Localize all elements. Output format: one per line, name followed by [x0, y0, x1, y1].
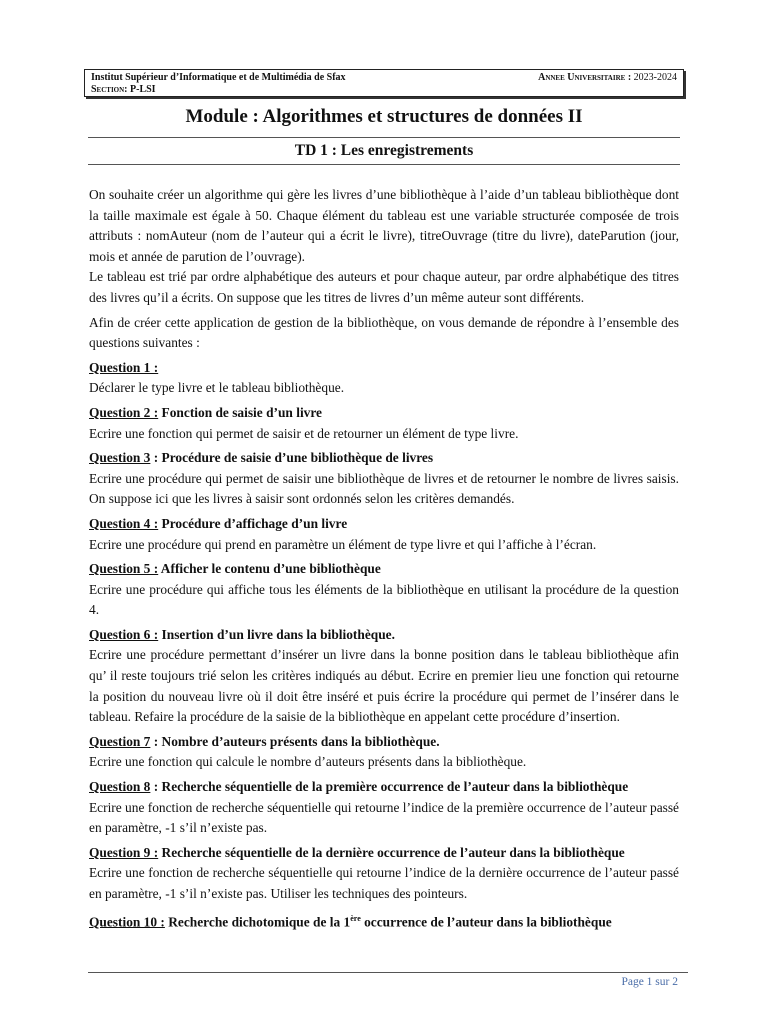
question-title: Fonction de saisie d’un livre — [158, 404, 323, 420]
header-box — [84, 69, 684, 97]
section-line — [91, 84, 346, 96]
question-10-label: Question 10 : — [89, 914, 165, 930]
question-title: Recherche séquentielle de la dernière occurrence de l’auteur dans la bibliothèque — [158, 844, 625, 860]
question-10 — [89, 909, 679, 933]
question-text: Ecrire une procédure qui affiche tous les éléments de la bibliothèque en utilisant la procédure de la question 4. — [89, 581, 679, 618]
question-text: Ecrire une fonction de recherche séquentielle qui retourne l’indice de la dernière occurrence de l’auteur passé en paramètre, -1 s’il n’existe pas. Utiliser les techniques des pointeurs. — [89, 865, 679, 901]
td-title: TD 1 : Les enregistrements — [294, 142, 474, 159]
question-heading — [89, 358, 679, 379]
question-5 — [89, 559, 679, 621]
question-label: Question 5 : — [89, 561, 159, 577]
question-text: Ecrire une fonction de recherche séquentielle qui retourne l’indice de la première occurrence de l’auteur passé en paramètre, -1 s’il n’existe pas. — [89, 799, 679, 836]
intro-paragraph-2: Le tableau est trié par ordre alphabétique des auteurs et pour chaque auteur, par ordre alphabétique des titres des livres qu’il a écrits. On suppose que les titres de livres d’un même auteur sont différents. — [89, 269, 679, 305]
question-heading — [89, 559, 679, 580]
questions-list — [89, 358, 679, 905]
question-title: : Nombre d’auteurs présents dans la bibliothèque. — [150, 733, 440, 749]
question-heading — [89, 777, 679, 798]
section-value: P-LSI — [130, 84, 156, 95]
intro-paragraph-1: On souhaite créer un algorithme qui gère les livres d’une bibliothèque à l’aide d’un tableau bibliothèque dont la taille maximale est égale à 50. Chaque élément du tableau est une variable structurée composée de trois attributs : nomAuteur (nom de l’auteur qui a écrit le livre), titreOuvrage (titre du livre), dateParution (jour, mois et année de parution de l’ouvrage). — [89, 187, 679, 264]
header-left — [91, 72, 346, 96]
title-rule-bottom — [88, 164, 680, 165]
institute-name: Institut Supérieur d’Informatique et de Multimédia de Sfax — [91, 72, 346, 83]
question-9 — [89, 843, 679, 905]
question-text: Ecrire une fonction qui calcule le nombre d’auteurs présents dans la bibliothèque. — [89, 754, 527, 770]
question-heading — [89, 514, 679, 535]
question-6 — [89, 625, 679, 728]
question-label: Question 6 : — [89, 626, 159, 642]
question-7 — [89, 732, 679, 773]
question-text: Ecrire une procédure qui prend en paramètre un élément de type livre et qui l’affiche à l’écran. — [89, 536, 597, 552]
question-3 — [89, 448, 679, 510]
year-value: 2023-2024 — [633, 72, 677, 83]
question-10-title-pre: Recherche dichotomique de la 1 — [164, 914, 351, 930]
page-number: Page 1 sur 2 — [621, 976, 678, 988]
question-10-title-post: occurrence de l’auteur dans la bibliothèque — [360, 914, 612, 930]
question-label: Question 8 — [89, 779, 151, 795]
footer-rule — [88, 972, 688, 973]
module-title: Module : Algorithmes et structures de données II — [185, 106, 583, 127]
question-label: Question 2 : — [89, 404, 159, 420]
document-body — [89, 185, 679, 933]
question-text: Ecrire une fonction qui permet de saisir et de retourner un élément de type livre. — [89, 425, 519, 441]
question-title: Insertion d’un livre dans la bibliothèque. — [158, 626, 395, 642]
title-rule-top — [88, 137, 680, 138]
question-10-title-sup: ère — [350, 913, 361, 923]
question-label: Question 7 — [89, 733, 151, 749]
intro-paragraph-3: Afin de créer cette application de gestion de la bibliothèque, on vous demande de répondre à l’ensemble des questions suivantes : — [89, 314, 679, 351]
question-title: : Recherche séquentielle de la première occurrence de l’auteur dans la bibliothèque — [150, 779, 629, 795]
question-text: Ecrire une procédure permettant d’insérer un livre dans la bonne position dans le tableau bibliothèque afin qu’ il reste toujours trié selon les critères indiqués au début. Ecrire en premier lieu une fonction qui retourne la position du nouveau livre où il doit être inséré et puis écrire la procédure qui permet de l’insérer dans le tableau. Refaire la procédure de la saisie de la bibliothèque en appelant cette procédure d’insertion. — [89, 647, 679, 725]
question-title: : Procédure de saisie d’une bibliothèque de livres — [150, 450, 434, 466]
question-2 — [89, 403, 679, 444]
question-1 — [89, 358, 679, 399]
question-label: Question 4 : — [89, 515, 159, 531]
question-heading — [89, 625, 679, 646]
question-label: Question 3 — [89, 450, 151, 466]
header-right — [538, 72, 677, 84]
question-4 — [89, 514, 679, 555]
section-label: Section: — [91, 84, 128, 95]
question-label: Question 9 : — [89, 844, 159, 860]
question-10-heading — [89, 909, 679, 933]
question-text: Ecrire une procédure qui permet de saisir une bibliothèque de livres et de retourner le nombre de livres saisis. On suppose ici que les livres à saisir sont ordonnés selon les critères demandés. — [89, 470, 679, 507]
question-title: Afficher le contenu d’une bibliothèque — [158, 561, 381, 577]
question-text: Déclarer le type livre et le tableau bibliothèque. — [89, 380, 345, 396]
question-label: Question 1 : — [89, 359, 159, 375]
question-heading — [89, 448, 679, 469]
question-8 — [89, 777, 679, 839]
question-heading — [89, 843, 679, 864]
question-heading — [89, 732, 679, 753]
year-label: Annee Universitaire : — [538, 72, 632, 83]
question-heading — [89, 403, 679, 424]
question-title: Procédure d’affichage d’un livre — [158, 515, 348, 531]
